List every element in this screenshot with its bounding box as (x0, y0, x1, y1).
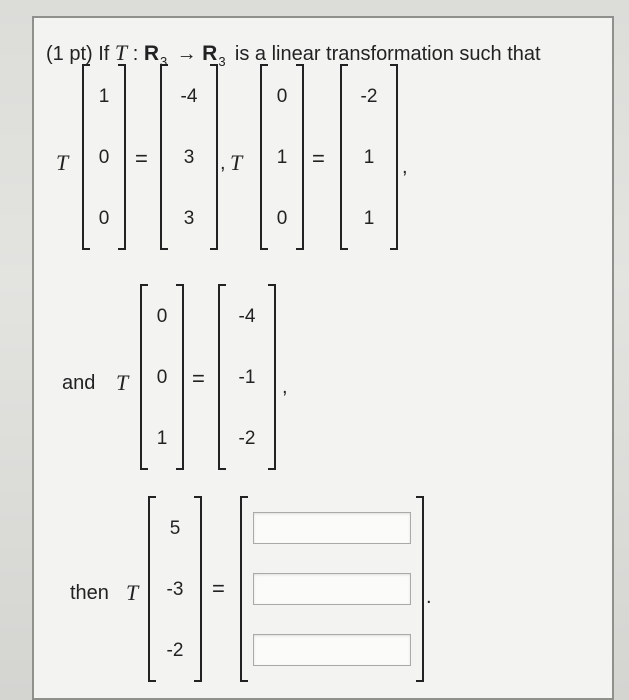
out2-entry-1: -2 (360, 86, 378, 107)
query-entry-3: -2 (166, 640, 184, 661)
e2-entry-1: 0 (276, 86, 288, 107)
then-label: then (70, 582, 109, 604)
equals-sign: = (135, 146, 148, 171)
statement-rest: is a linear transformation such that (234, 43, 541, 65)
equals-sign: = (192, 366, 205, 391)
problem-panel (32, 16, 614, 700)
domain-space: R (143, 42, 160, 65)
t-label: T (116, 370, 129, 395)
arrow: → (176, 43, 197, 65)
comma: , (220, 152, 226, 174)
out1-entry-3: 3 (183, 208, 195, 229)
output-vector-1 (160, 64, 218, 250)
comma: , (282, 376, 288, 398)
query-vector (148, 496, 202, 682)
t-label: T (126, 580, 139, 605)
codomain-dimension: 3 (218, 54, 226, 69)
out3-entry-2: -1 (238, 367, 256, 388)
colon: : (132, 43, 139, 65)
e3-entry-3: 1 (156, 428, 168, 449)
e2-entry-3: 0 (276, 208, 288, 229)
equals-sign: = (212, 576, 225, 601)
out3-entry-3: -2 (238, 428, 256, 449)
e1-entry-1: 1 (98, 86, 110, 107)
e1-entry-3: 0 (98, 208, 110, 229)
answer-input-1[interactable] (253, 512, 411, 544)
out2-entry-2: 1 (363, 147, 375, 168)
t-label: T (230, 150, 243, 175)
input-vector-e2 (260, 64, 304, 250)
output-vector-2 (340, 64, 398, 250)
answer-vector (240, 496, 424, 682)
answer-input-2[interactable] (253, 573, 411, 605)
problem-statement (46, 40, 541, 69)
input-vector-e3 (140, 284, 184, 470)
and-label: and (62, 372, 96, 394)
out3-entry-1: -4 (238, 306, 256, 327)
points-label: (1 pt) If (46, 43, 110, 65)
out2-entry-3: 1 (363, 208, 375, 229)
domain-dimension: 3 (160, 54, 168, 69)
out1-entry-1: -4 (180, 86, 198, 107)
e2-entry-2: 1 (276, 147, 288, 168)
out1-entry-2: 3 (183, 147, 195, 168)
map-symbol: T (114, 40, 128, 65)
e3-entry-1: 0 (156, 306, 168, 327)
t-label: T (56, 150, 69, 175)
query-entry-2: -3 (166, 579, 184, 600)
output-vector-3 (218, 284, 276, 470)
codomain-space: R (202, 42, 218, 65)
e1-entry-2: 0 (98, 147, 110, 168)
query-entry-1: 5 (169, 518, 181, 539)
e3-entry-2: 0 (156, 367, 168, 388)
answer-input-3[interactable] (253, 634, 411, 666)
input-vector-e1 (82, 64, 126, 250)
period: . (426, 586, 432, 608)
comma: , (402, 156, 408, 178)
equals-sign: = (312, 146, 325, 171)
